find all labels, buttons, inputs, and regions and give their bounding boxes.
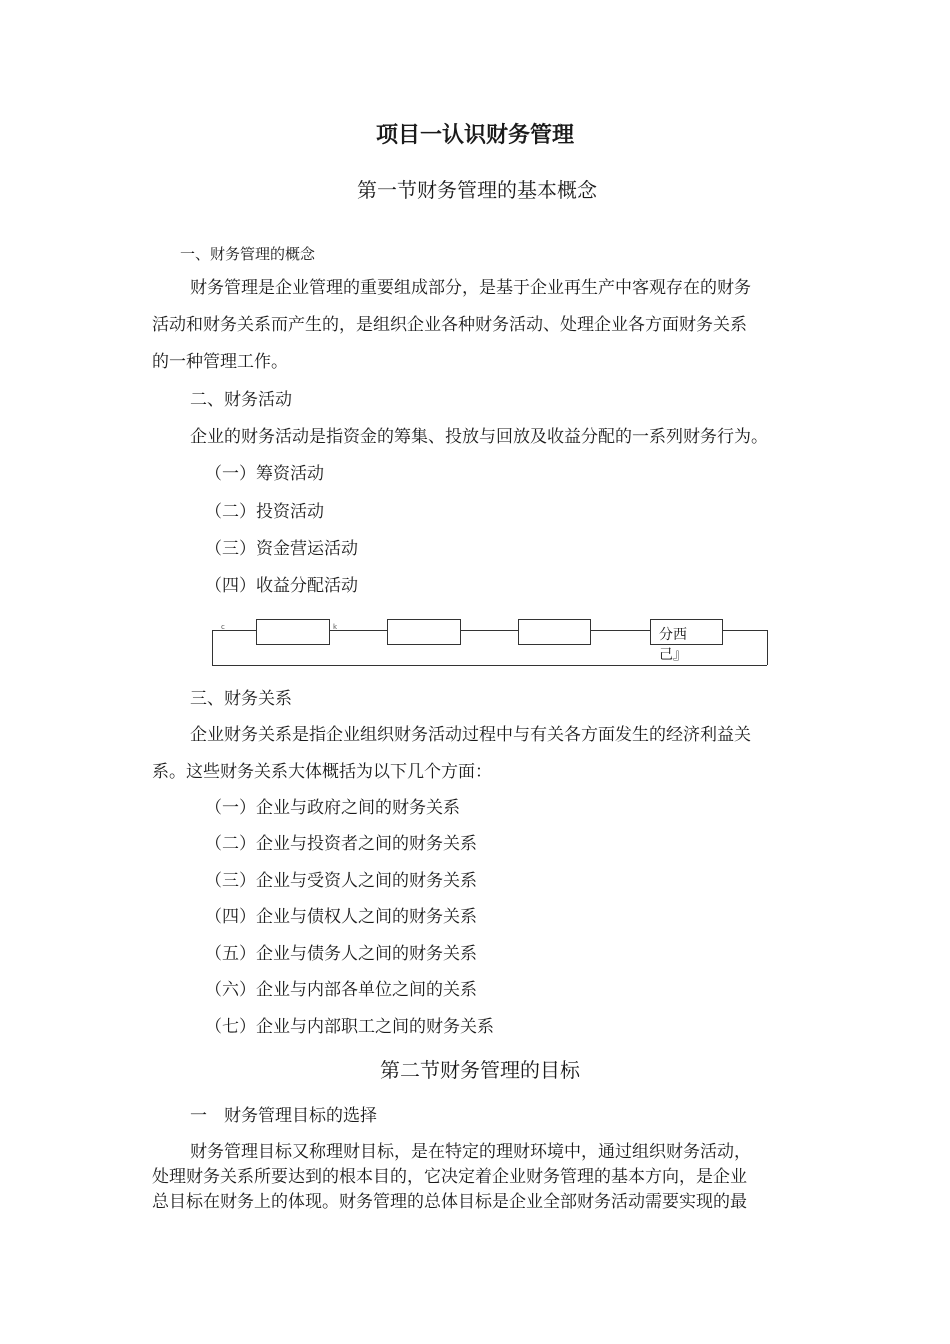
flow-box-1 (256, 619, 330, 645)
relation-item: （六）企业与内部各单位之间的关系 (205, 980, 477, 1000)
activity-item: （四）收益分配活动 (205, 576, 358, 596)
relation-item: （一）企业与政府之间的财务关系 (205, 798, 460, 818)
relation-item: （二）企业与投资者之间的财务关系 (205, 834, 477, 854)
goal-heading: 一 财务管理目标的选择 (190, 1106, 377, 1126)
section-2-heading: 第二节财务管理的目标 (380, 1058, 580, 1082)
flow-right-line (767, 630, 768, 665)
concept-line-1: 财务管理是企业管理的重要组成部分，是基于企业再生产中客观存在的财务 (190, 278, 751, 298)
activity-item: （一）筹资活动 (205, 464, 324, 484)
goal-line-1: 财务管理目标又称理财目标，是在特定的理财环境中，通过组织财务活动， (190, 1142, 751, 1162)
relation-item: （七）企业与内部职工之间的财务关系 (205, 1017, 494, 1037)
relations-heading: 三、财务关系 (190, 689, 292, 709)
activity-item: （三）资金营运活动 (205, 539, 358, 559)
goal-line-3: 总目标在财务上的体现。财务管理的总体目标是企业全部财务活动需要实现的最 (152, 1192, 747, 1212)
flow-mark-b: k (333, 623, 338, 631)
goal-line-2: 处理财务关系所要达到的根本目的，它决定着企业财务管理的基本方向，是企业 (152, 1167, 747, 1187)
relation-item: （三）企业与受资人之间的财务关系 (205, 871, 477, 891)
section-1-heading: 第一节财务管理的基本概念 (357, 178, 597, 202)
flow-mark-a: c (221, 623, 225, 631)
concept-heading: 一、财务管理的概念 (180, 245, 316, 263)
activities-intro: 企业的财务活动是指资金的筹集、投放与回放及收益分配的一系列财务行为。 (190, 427, 768, 447)
relation-item: （四）企业与债权人之间的财务关系 (205, 907, 477, 927)
relation-item: （五）企业与债务人之间的财务关系 (205, 944, 477, 964)
activities-heading: 二、财务活动 (190, 390, 292, 410)
flow-box-4-label: 分西己』 (659, 627, 687, 663)
document-title: 项目一认识财务管理 (376, 122, 575, 148)
flow-bottom-line (212, 665, 767, 666)
concept-line-3: 的一种管理工作。 (152, 352, 288, 372)
flow-box-3 (518, 619, 591, 645)
relations-line-1: 企业财务关系是指企业组织财务活动过程中与有关各方面发生的经济利益关 (190, 725, 751, 745)
concept-line-2: 活动和财务关系而产生的，是组织企业各种财务活动、处理企业各方面财务关系 (152, 315, 747, 335)
activity-item: （二）投资活动 (205, 502, 324, 522)
flow-left-line (212, 630, 213, 665)
flow-box-2 (387, 619, 461, 645)
relations-line-2: 系。这些财务关系大体概括为以下几个方面： (152, 762, 492, 782)
